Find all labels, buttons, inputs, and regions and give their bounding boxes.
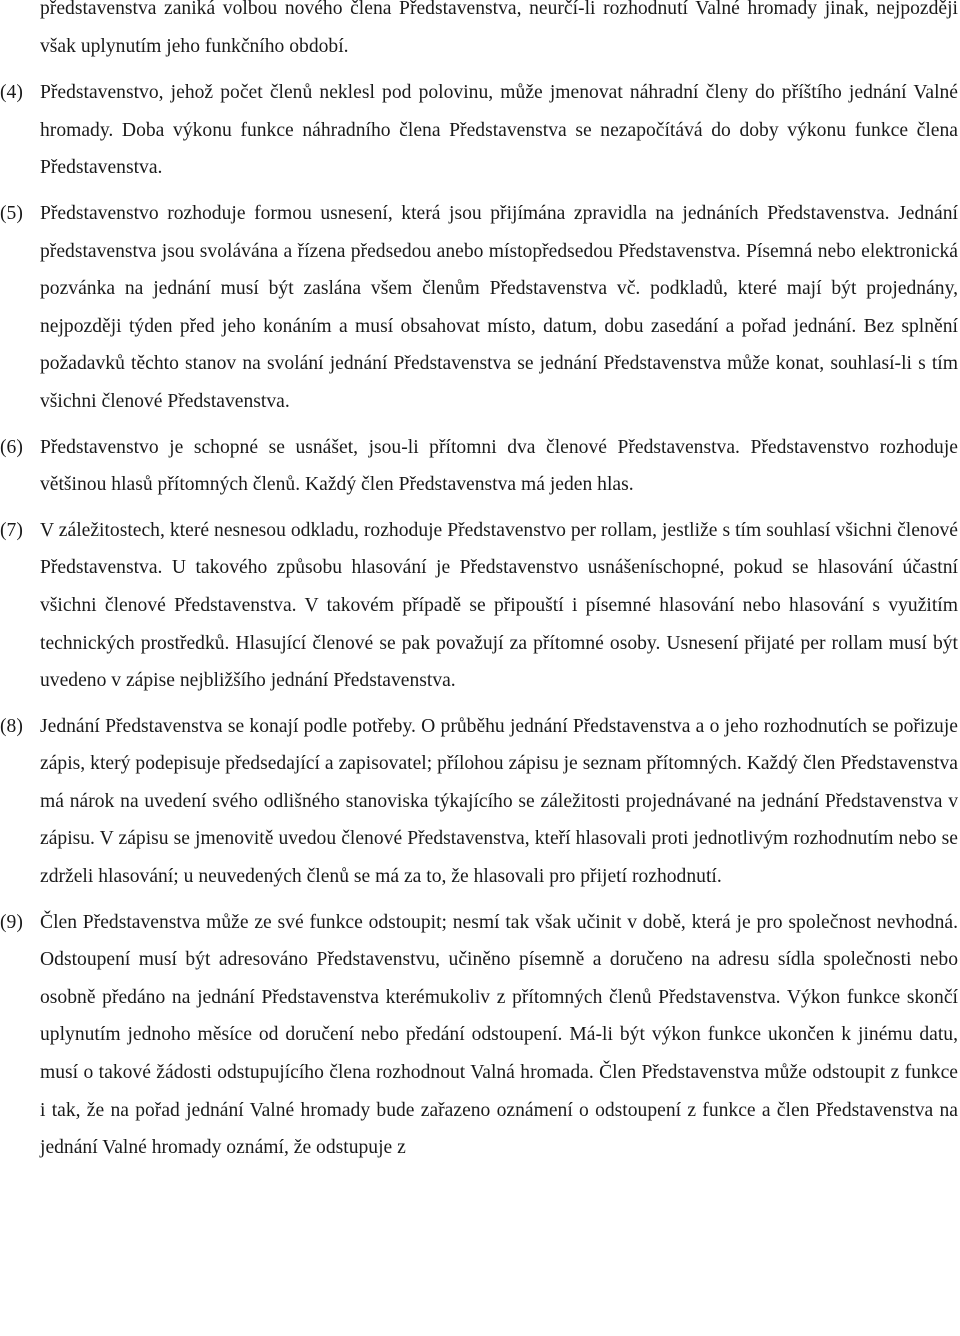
paragraph-number: (6) [0, 436, 23, 458]
paragraph-text: představenstva zaniká volbou nového člena Představenstva, neurčí-li rozhodnutí Valné hromady jinak, nejpozději však uplynutím jeho funkčního období. [40, 0, 958, 57]
paragraph-text: Představenstvo, jehož počet členů neklesl pod polovinu, může jmenovat náhradní členy do příštího jednání Valné hromady. Doba výkonu funkce náhradního člena Představenstva se nezapočítává do doby výkonu funkce člena Představenstva. [40, 82, 958, 179]
paragraph-number: (4) [0, 82, 23, 104]
paragraph-text: Představenstvo je schopné se usnášet, jsou-li přítomni dva členové Představenstva. Představenstvo rozhoduje většinou hlasů přítomných členů. Každý člen Představenstva má jeden hlas. [40, 436, 958, 496]
paragraph-number: (9) [0, 911, 23, 933]
paragraph-text: Člen Představenstva může ze své funkce odstoupit; nesmí tak však učinit v době, která je pro společnost nevhodná. Odstoupení musí být adresováno Představenstvu, učiněno písemně a doručeno na adresu sídla společnosti nebo osobně předáno na jednání Představenstva kterémukoliv z přítomných členů Představenstva. Výkon funkce skončí uplynutím jednoho měsíce od doručení nebo předání odstoupení. Má-li být výkon funkce ukončen k jinému datu, musí o takové žádosti odstupujícího člena rozhodnout Valná hromada. Člen Představenstva může odstoupit z funkce i tak, že na pořad jednání Valné hromady bude zařazeno oznámení o odstoupení z funkce a člen Představenstva na jednání Valné hromady oznámí, že odstupuje z [40, 911, 958, 1159]
paragraph-text: Představenstvo rozhoduje formou usnesení, která jsou přijímána zpravidla na jednáních Představenstva. Jednání představenstva jsou svolávána a řízena předsedou anebo místopředsedou Představenstva. Písemná nebo elektronická pozvánka na jednání musí být zaslána všem členům Představenstva vč. podkladů, které mají být projednány, nejpozději týden před jeho konáním a musí obsahovat místo, datum, dobu zasedání a pořad jednání. Bez splnění požadavků těchto stanov na svolání jednání Představenstva se jednání Představenstva může konat, souhlasí-li s tím všichni členové Představenstva. [40, 202, 958, 412]
paragraph-number: (7) [0, 519, 23, 541]
paragraph-number: (8) [0, 715, 23, 737]
paragraph-number: (5) [0, 202, 23, 224]
paragraph-8 [0, 708, 960, 896]
paragraph-6 [0, 429, 960, 504]
paragraph-text: Jednání Představenstva se konají podle potřeby. O průběhu jednání Představenstva a o jeho rozhodnutích se pořizuje zápis, který podepisuje předsedající a zapisovatel; přílohou zápisu je seznam přítomných. Každý člen Představenstva má nárok na uvedení svého odlišného stanoviska týkajícího se záležitosti projednávané na jednání Představenstva v zápisu. V zápisu se jmenovitě uvedou členové Představenstva, kteří hlasovali proti jednotlivým rozhodnutím nebo se zdrželi hlasování; u neuvedených členů se má za to, že hlasovali pro přijetí rozhodnutí. [40, 715, 958, 888]
paragraph-7 [0, 512, 960, 700]
paragraph-9 [0, 904, 960, 1167]
paragraph-continuation [0, 0, 960, 65]
paragraph-text: V záležitostech, které nesnesou odkladu, rozhoduje Představenstvo per rollam, jestliže s tím souhlasí všichni členové Představenstva. U takového způsobu hlasování je Představenstvo usnášeníschopné, pokud se hlasování účastní všichni členové Představenstva. V takovém případě se připouští i písemné hlasování nebo hlasování s využitím technických prostředků. Hlasující členové se pak považují za přítomné osoby. Usnesení přijaté per rollam musí být uvedeno v zápise nejbližšího jednání Představenstva. [40, 519, 958, 692]
paragraph-4 [0, 74, 960, 187]
paragraph-5 [0, 195, 960, 421]
